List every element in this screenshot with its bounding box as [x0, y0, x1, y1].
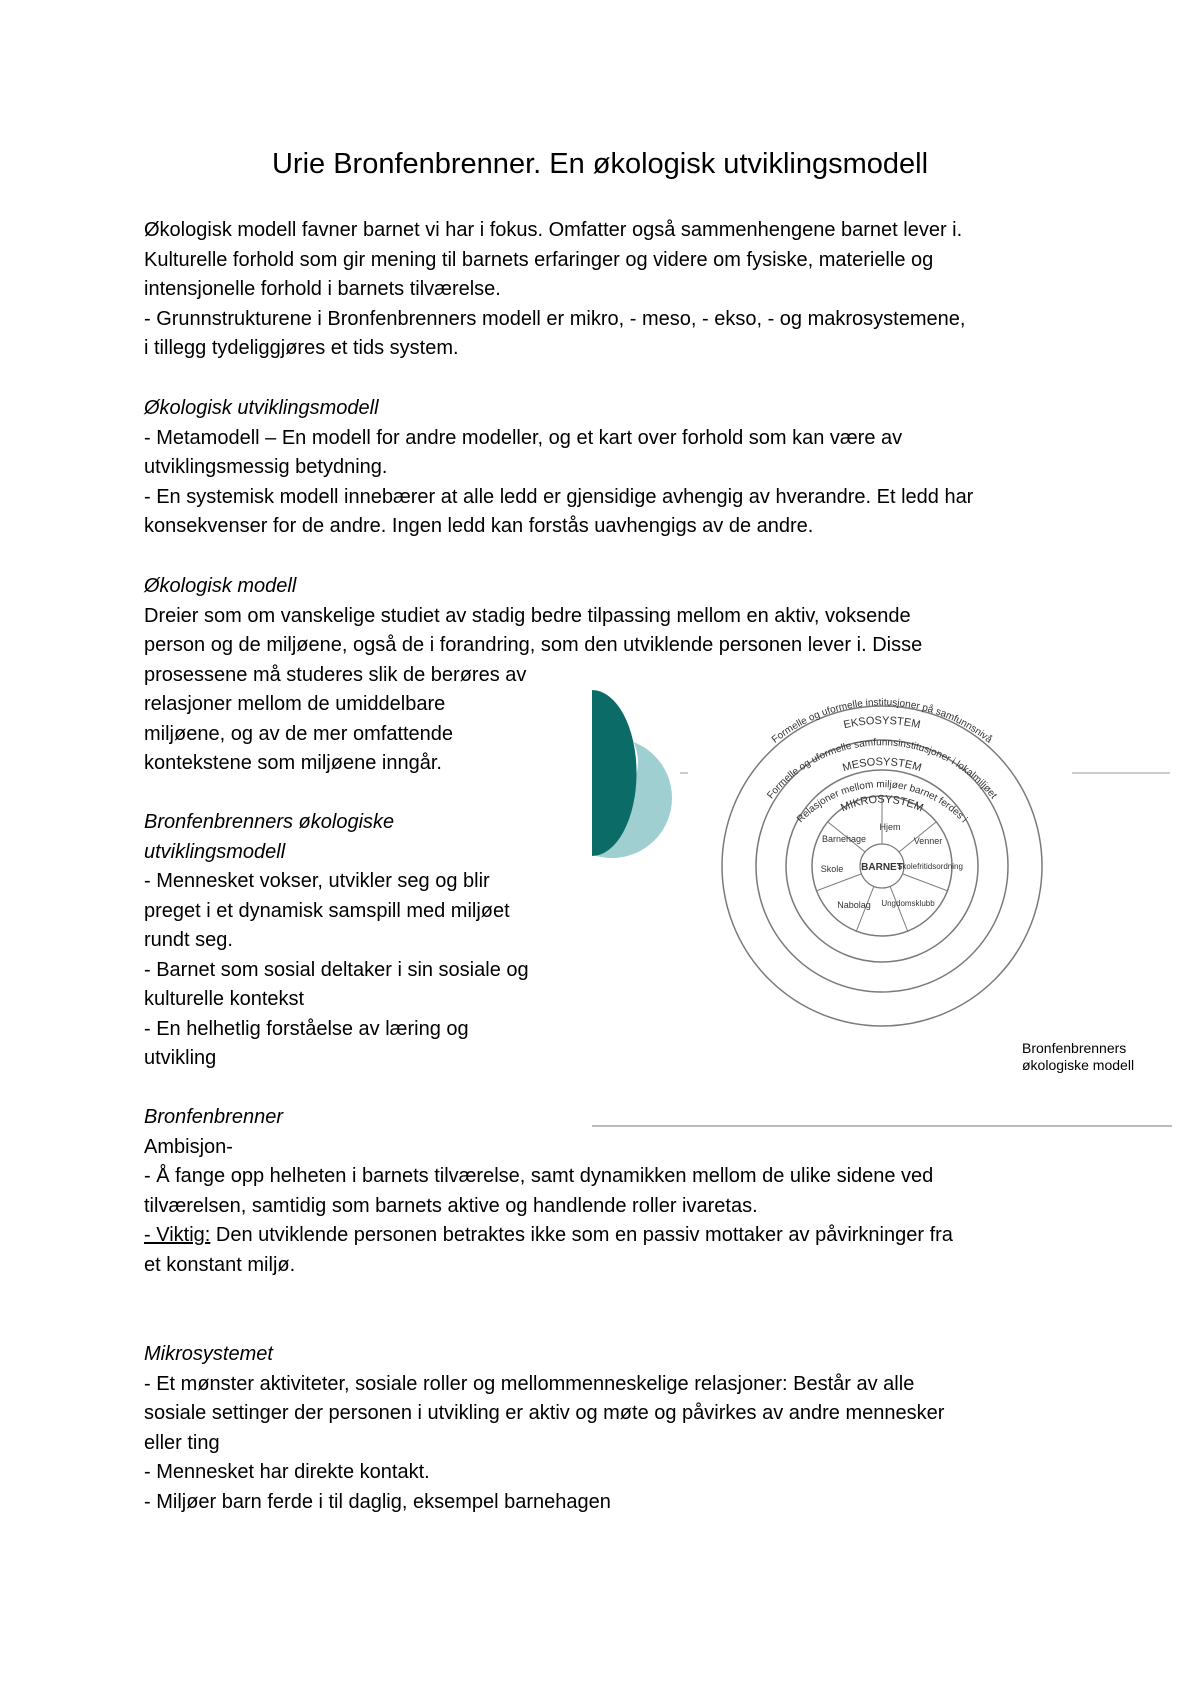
figure-caption — [1022, 1040, 1134, 1074]
segment-label-barnehage: Barnehage — [821, 834, 867, 844]
text-line: - Å fange opp helheten i barnets tilværelse, samt dynamikken mellom de ulike sidene ved — [144, 1165, 934, 1187]
ekso-arc-text: Formelle og uformelle samfunnsinstitusjoner i lokalmiljøet — [765, 737, 999, 802]
center-label: BARNET — [861, 862, 903, 873]
text-line: - En helhetlig forståelse av læring og — [144, 1017, 469, 1040]
intro-paragraph — [144, 216, 965, 364]
section-heading: Mikrosystemet — [144, 1343, 273, 1365]
text-line: - En systemisk modell innebærer at alle ledd er gjensidige avhengig av hverandre. Et ledd har — [144, 485, 974, 508]
text-line: i tillegg tydeliggjøres et tids system. — [144, 337, 459, 359]
ekso-label: EKSOSYSTEM — [842, 714, 922, 732]
ambition-label: Ambisjon- — [144, 1135, 233, 1158]
text-line: - Barnet som sosial deltaker i sin sosiale og — [144, 958, 529, 981]
text-line: tilværelsen, samtidig som barnets aktive og handlende roller ivaretas. — [144, 1194, 758, 1217]
text-line: konsekvenser for de andre. Ingen ledd kan forstås uavhengigs av de andre. — [144, 515, 814, 537]
text-line: utviklingsmessig betydning. — [144, 456, 388, 478]
important-label: - Viktig: — [144, 1224, 211, 1246]
section-heading: Økologisk modell — [144, 575, 297, 597]
section-bronfenbrenners-modell — [144, 808, 529, 1074]
text-line: relasjoner mellom de umiddelbare — [144, 693, 446, 715]
section-heading: utviklingsmodell — [144, 840, 286, 863]
text-line: - Et mønster aktiviteter, sosiale roller og mellommenneskelige relasjoner: Består av alle — [144, 1372, 915, 1395]
text-line: eller ting — [144, 1431, 220, 1454]
mikro-label: MIKROSYSTEM — [839, 793, 925, 815]
text-line: Kulturelle forhold som gir mening til barnets erfaringer og videre om fysiske, materielle og — [144, 248, 934, 271]
segment-label-venner: Venner — [913, 836, 943, 846]
important-line — [144, 1221, 953, 1251]
text-line: Dreier som om vanskelige studiet av stadig bedre tilpassing mellom en aktiv, voksende — [144, 604, 911, 627]
section-heading: Økologisk utviklingsmodell — [144, 397, 379, 419]
section-heading: Bronfenbrenner — [144, 1106, 283, 1128]
segment-label-ungdomsklubb: Ungdomsklubb — [881, 899, 935, 908]
text-line: - Miljøer barn ferde i til daglig, eksempel barnehagen — [144, 1490, 611, 1513]
text-line: sosiale settinger der personen i utvikling er aktiv og møte og påvirkes av andre mennesker — [144, 1402, 945, 1424]
section-mikrosystemet — [144, 1340, 944, 1517]
segment-label-skole: Skole — [820, 864, 844, 874]
text-line: utvikling — [144, 1047, 217, 1069]
text-line: prosessene må studeres slik de berøres av — [144, 663, 527, 686]
text-line: kulturelle kontekst — [144, 988, 305, 1010]
segment-label-nabolag: Nabolag — [837, 900, 871, 910]
text-line: et konstant miljø. — [144, 1253, 296, 1276]
text-line: - Mennesket vokser, utvikler seg og blir — [144, 870, 490, 892]
text-line: - Metamodell – En modell for andre modeller, og et kart over forhold som kan være av — [144, 426, 903, 449]
text-line: intensjonelle forhold i barnets tilværelse. — [144, 278, 501, 300]
caption-line: Bronfenbrenners — [1022, 1040, 1127, 1056]
text-line: miljøene, og av de mer omfattende — [144, 722, 454, 745]
caption-line: økologiske modell — [1022, 1057, 1135, 1073]
makro-arc-text: Formelle og uformelle institusjoner på samfunnsnivå — [769, 697, 995, 746]
text-line: preget i et dynamisk samspill med miljøet — [144, 899, 510, 922]
segment-label-hjem: Hjem — [879, 822, 901, 832]
meso-label: MESOSYSTEM — [841, 756, 923, 775]
segment-label-sfo: Skolefritidsordning — [897, 862, 963, 871]
text-line: kontekstene som miljøene inngår. — [144, 752, 442, 774]
text-line: rundt seg. — [144, 929, 233, 951]
section-utviklingsmodell — [144, 394, 973, 542]
text-line: person og de miljøene, også de i forandring, som den utviklende personen lever i. Disse — [144, 634, 923, 656]
important-text: Den utviklende personen betraktes ikke som en passiv mottaker av påvirkninger fra — [210, 1224, 953, 1246]
text-line: - Grunnstrukturene i Bronfenbrenners modell er mikro, - meso, - ekso, - og makrosystemene, — [144, 307, 966, 330]
meso-arc-text: Relasjoner mellom miljøer barnet ferdes i — [794, 779, 970, 826]
document-title: Urie Bronfenbrenner. En økologisk utviklingsmodell — [271, 148, 929, 180]
section-heading: Bronfenbrenners økologiske — [144, 811, 395, 833]
text-line: Økologisk modell favner barnet vi har i fokus. Omfatter også sammenhengene barnet lever i. — [144, 219, 963, 241]
text-line: - Mennesket har direkte kontakt. — [144, 1461, 430, 1483]
